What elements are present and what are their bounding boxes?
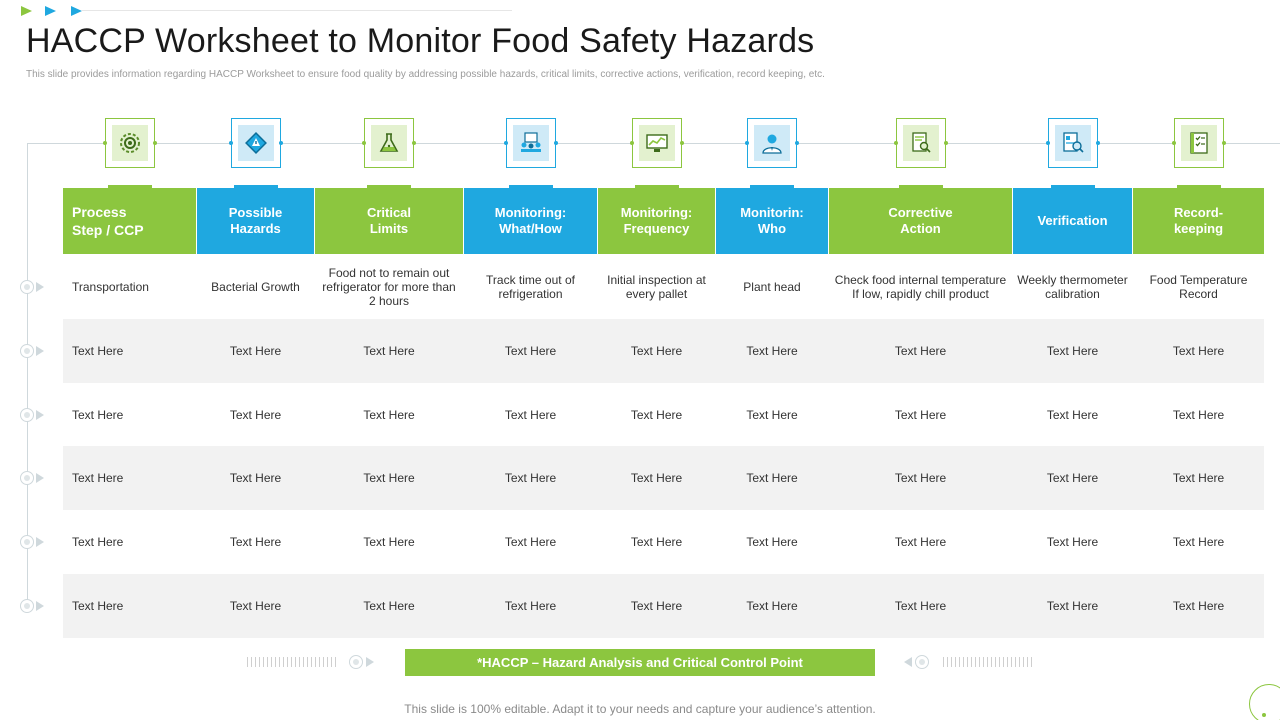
table-cell: Text Here xyxy=(363,471,415,485)
table-cell: Food Temperature Record xyxy=(1149,273,1248,301)
gear-icon xyxy=(112,125,148,161)
column-header-label: Process Step / CCP xyxy=(72,204,144,238)
table-cell: Plant head xyxy=(743,280,801,294)
table-cell: Text Here xyxy=(504,344,557,358)
table-cell: Text Here xyxy=(363,344,415,358)
table-cell: Text Here xyxy=(1046,408,1099,422)
column-header-monitoring-frequency xyxy=(598,188,715,254)
column-header-process-step-ccp xyxy=(63,188,196,254)
column-icon-box xyxy=(105,118,155,168)
circle-marker-icon xyxy=(349,655,363,669)
footnote: This slide is 100% editable. Adapt it to your needs and capture your audience’s attention. xyxy=(404,702,876,716)
document-search-icon xyxy=(903,125,939,161)
table-cell: Text Here xyxy=(504,471,557,485)
column-header-record-keeping xyxy=(1133,188,1264,254)
checklist-book-icon xyxy=(1181,125,1217,161)
flask-icon xyxy=(371,125,407,161)
page-title: HACCP Worksheet to Monitor Food Safety Hazards xyxy=(26,22,815,60)
arrow-right-icon xyxy=(36,410,44,420)
column-icon-box xyxy=(506,118,556,168)
column-icon-box xyxy=(896,118,946,168)
arrow-right-icon xyxy=(36,282,44,292)
table-cell: Text Here xyxy=(1046,599,1099,613)
row-marker-icon xyxy=(20,599,34,613)
column-header-label: Critical Limits xyxy=(366,205,412,236)
table-cell: Text Here xyxy=(504,599,557,613)
table-cell: Initial inspection at every pallet xyxy=(607,273,706,301)
decorative-ticks xyxy=(943,657,1035,667)
row-marker-icon xyxy=(20,471,34,485)
table-cell: Text Here xyxy=(72,344,124,358)
page-subtitle: This slide provides information regarding HACCP Worksheet to ensure food quality by addressing possible hazards, critical limits, corrective actions, verification, record keeping, etc. xyxy=(26,69,825,80)
column-header-label: Possible Hazards xyxy=(228,205,283,236)
table-cell: Text Here xyxy=(630,344,683,358)
column-header-monitorin-who xyxy=(716,188,828,254)
table-cell: Text Here xyxy=(1046,471,1099,485)
row-marker-icon xyxy=(20,280,34,294)
table-cell: Text Here xyxy=(746,344,798,358)
table-cell: Text Here xyxy=(630,535,683,549)
arrow-right-icon xyxy=(36,537,44,547)
table-cell: Text Here xyxy=(1172,408,1225,422)
table-cell: Text Here xyxy=(504,408,557,422)
table-row xyxy=(63,383,1264,447)
column-icon-box xyxy=(364,118,414,168)
table-cell: Text Here xyxy=(72,471,124,485)
column-header-label: Monitoring: What/How xyxy=(494,205,567,236)
table-cell: Text Here xyxy=(229,344,282,358)
column-header-label: Monitorin: Who xyxy=(740,205,804,236)
column-icon-box xyxy=(1174,118,1224,168)
table-cell: Text Here xyxy=(229,408,282,422)
table-cell: Text Here xyxy=(1172,471,1225,485)
column-header-label: Record- keeping xyxy=(1173,205,1224,236)
corner-decoration-dot xyxy=(1262,713,1266,717)
table-cell: Text Here xyxy=(363,408,415,422)
table-cell: Text Here xyxy=(229,599,282,613)
column-header-label: Verification xyxy=(1037,213,1108,228)
person-icon xyxy=(754,125,790,161)
table-cell: Text Here xyxy=(363,599,415,613)
column-header-critical-limits xyxy=(315,188,463,254)
table-cell: Text Here xyxy=(894,344,947,358)
play-arrow-icon xyxy=(45,6,56,16)
decorative-ticks xyxy=(247,657,339,667)
table-cell: Transportation xyxy=(72,280,149,294)
table-cell: Food not to remain out refrigerator for more than 2 hours xyxy=(322,266,456,308)
play-arrow-icon xyxy=(21,6,32,16)
table-row xyxy=(63,574,1264,638)
team-meeting-icon xyxy=(513,125,549,161)
table-cell: Text Here xyxy=(630,599,683,613)
row-marker-icon xyxy=(20,344,34,358)
column-header-possible-hazards xyxy=(197,188,314,254)
table-cell: Text Here xyxy=(1172,344,1225,358)
table-cell: Text Here xyxy=(630,471,683,485)
table-cell: Text Here xyxy=(1172,599,1225,613)
column-header-verification xyxy=(1013,188,1132,254)
column-icon-box xyxy=(747,118,797,168)
table-cell: Text Here xyxy=(894,408,947,422)
top-divider xyxy=(82,10,512,11)
circle-marker-icon xyxy=(915,655,929,669)
table-cell: Text Here xyxy=(746,599,798,613)
haccp-definition-banner: *HACCP – Hazard Analysis and Critical Control Point xyxy=(405,649,875,676)
table-cell: Text Here xyxy=(229,471,282,485)
column-header-label: Monitoring: Frequency xyxy=(620,205,693,236)
table-cell: Text Here xyxy=(504,535,557,549)
column-header-monitoring-what-how xyxy=(464,188,597,254)
column-icon-box xyxy=(632,118,682,168)
hazard-warning-icon xyxy=(238,125,274,161)
table-cell: Text Here xyxy=(746,535,798,549)
table-cell: Text Here xyxy=(894,599,947,613)
row-marker-icon xyxy=(20,408,34,422)
column-icon-box xyxy=(1048,118,1098,168)
table-cell: Track time out of refrigeration xyxy=(486,273,575,301)
column-header-label: Corrective Action xyxy=(888,205,953,236)
table-cell: Text Here xyxy=(363,535,415,549)
table-cell: Text Here xyxy=(894,471,947,485)
table-row xyxy=(63,510,1264,574)
table-cell: Text Here xyxy=(630,408,683,422)
table-row xyxy=(63,446,1264,510)
arrow-right-icon xyxy=(366,657,374,667)
arrow-right-icon xyxy=(36,346,44,356)
arrow-right-icon xyxy=(36,601,44,611)
table-cell: Bacterial Growth xyxy=(211,280,300,294)
row-marker-icon xyxy=(20,535,34,549)
table-row xyxy=(63,255,1264,319)
table-cell: Text Here xyxy=(894,535,947,549)
table-cell: Text Here xyxy=(229,535,282,549)
table-cell: Text Here xyxy=(72,599,124,613)
table-cell: Text Here xyxy=(72,535,124,549)
table-cell: Text Here xyxy=(746,471,798,485)
table-cell: Text Here xyxy=(1046,535,1099,549)
column-icon-box xyxy=(231,118,281,168)
arrow-left-icon xyxy=(904,657,912,667)
table-row xyxy=(63,319,1264,383)
table-cell: Text Here xyxy=(1046,344,1099,358)
table-cell: Text Here xyxy=(72,408,124,422)
play-arrow-icon xyxy=(71,6,82,16)
report-magnifier-icon xyxy=(1055,125,1091,161)
column-header-corrective-action xyxy=(829,188,1012,254)
table-cell: Weekly thermometer calibration xyxy=(1017,273,1128,301)
arrow-right-icon xyxy=(36,473,44,483)
table-cell: Text Here xyxy=(746,408,798,422)
monitor-chart-icon xyxy=(639,125,675,161)
table-cell: Check food internal temperature If low, rapidly chill product xyxy=(834,273,1007,301)
table-cell: Text Here xyxy=(1172,535,1225,549)
